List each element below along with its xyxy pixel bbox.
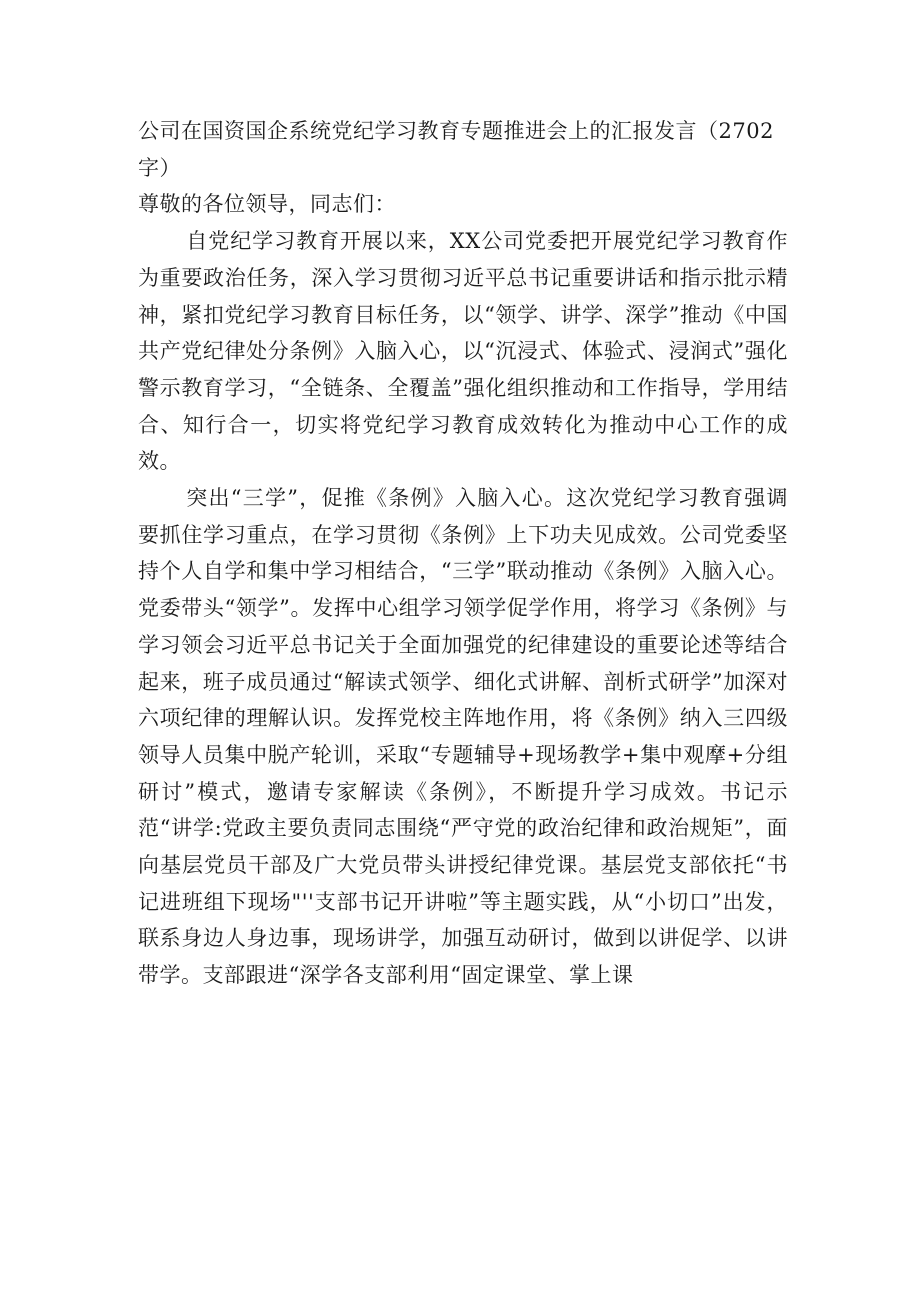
paragraph-intro: 自党纪学习教育开展以来，XX公司党委把开展党纪学习教育作为重要政治任务，深入学习贯彻习近平总书记重要讲话和指示批示精神，紧扣党纪学习教育目标任务，以“领学、讲学、深学”推动《中国共产党纪律处分条例》入脑入心，以“沉浸式、体验式、浸润式”强化警示教育学习，“全链条、全覆盖”强化组织推动和工作指导，学用结合、知行合一，切实将党纪学习教育成效转化为推动中心工作的成效。 [138, 229, 788, 474]
greeting-line: 尊敬的各位领导，同志们： [138, 192, 396, 217]
paragraph-three-studies: 突出“三学”，促推《条例》入脑入心。这次党纪学习教育强调要抓住学习重点，在学习贯彻《条例》上下功夫见成效。公司党委坚持个人自学和集中学习相结合，“三学”联动推动《条例》入脑入心。党委带头“领学”。发挥中心组学习领学促学作用，将学习《条例》与学习领会习近平总书记关于全面加强党的纪律建设的重要论述等结合起来，班子成员通过“解读式领学、细化式讲解、剖析式研学”加深对六项纪律的理解认识。发挥党校主阵地作用，将《条例》纳入三四级领导人员集中脱产轮训，采取“专题辅导+现场教学+集中观摩+分组研讨”模式，邀请专家解读《条例》，不断提升学习成效。书记示范“讲学:党政主要负责同志围绕“严守党的政治纪律和政治规矩”，面向基层党员干部及广大党员带头讲授纪律党课。基层党支部依托“书记进班组下现场"''支部书记开讲啦”等主题实践，从“小切口”出发，联系身边人身边事，现场讲学，加强互动研讨，做到以讲促学、以讲带学。支部跟进“深学各支部利用“固定课堂、掌上课 [138, 486, 788, 988]
document-title: 公司在国资国企系统党纪学习教育专题推进会上的汇报发言（2702字） [138, 119, 774, 180]
document-body [138, 113, 788, 994]
